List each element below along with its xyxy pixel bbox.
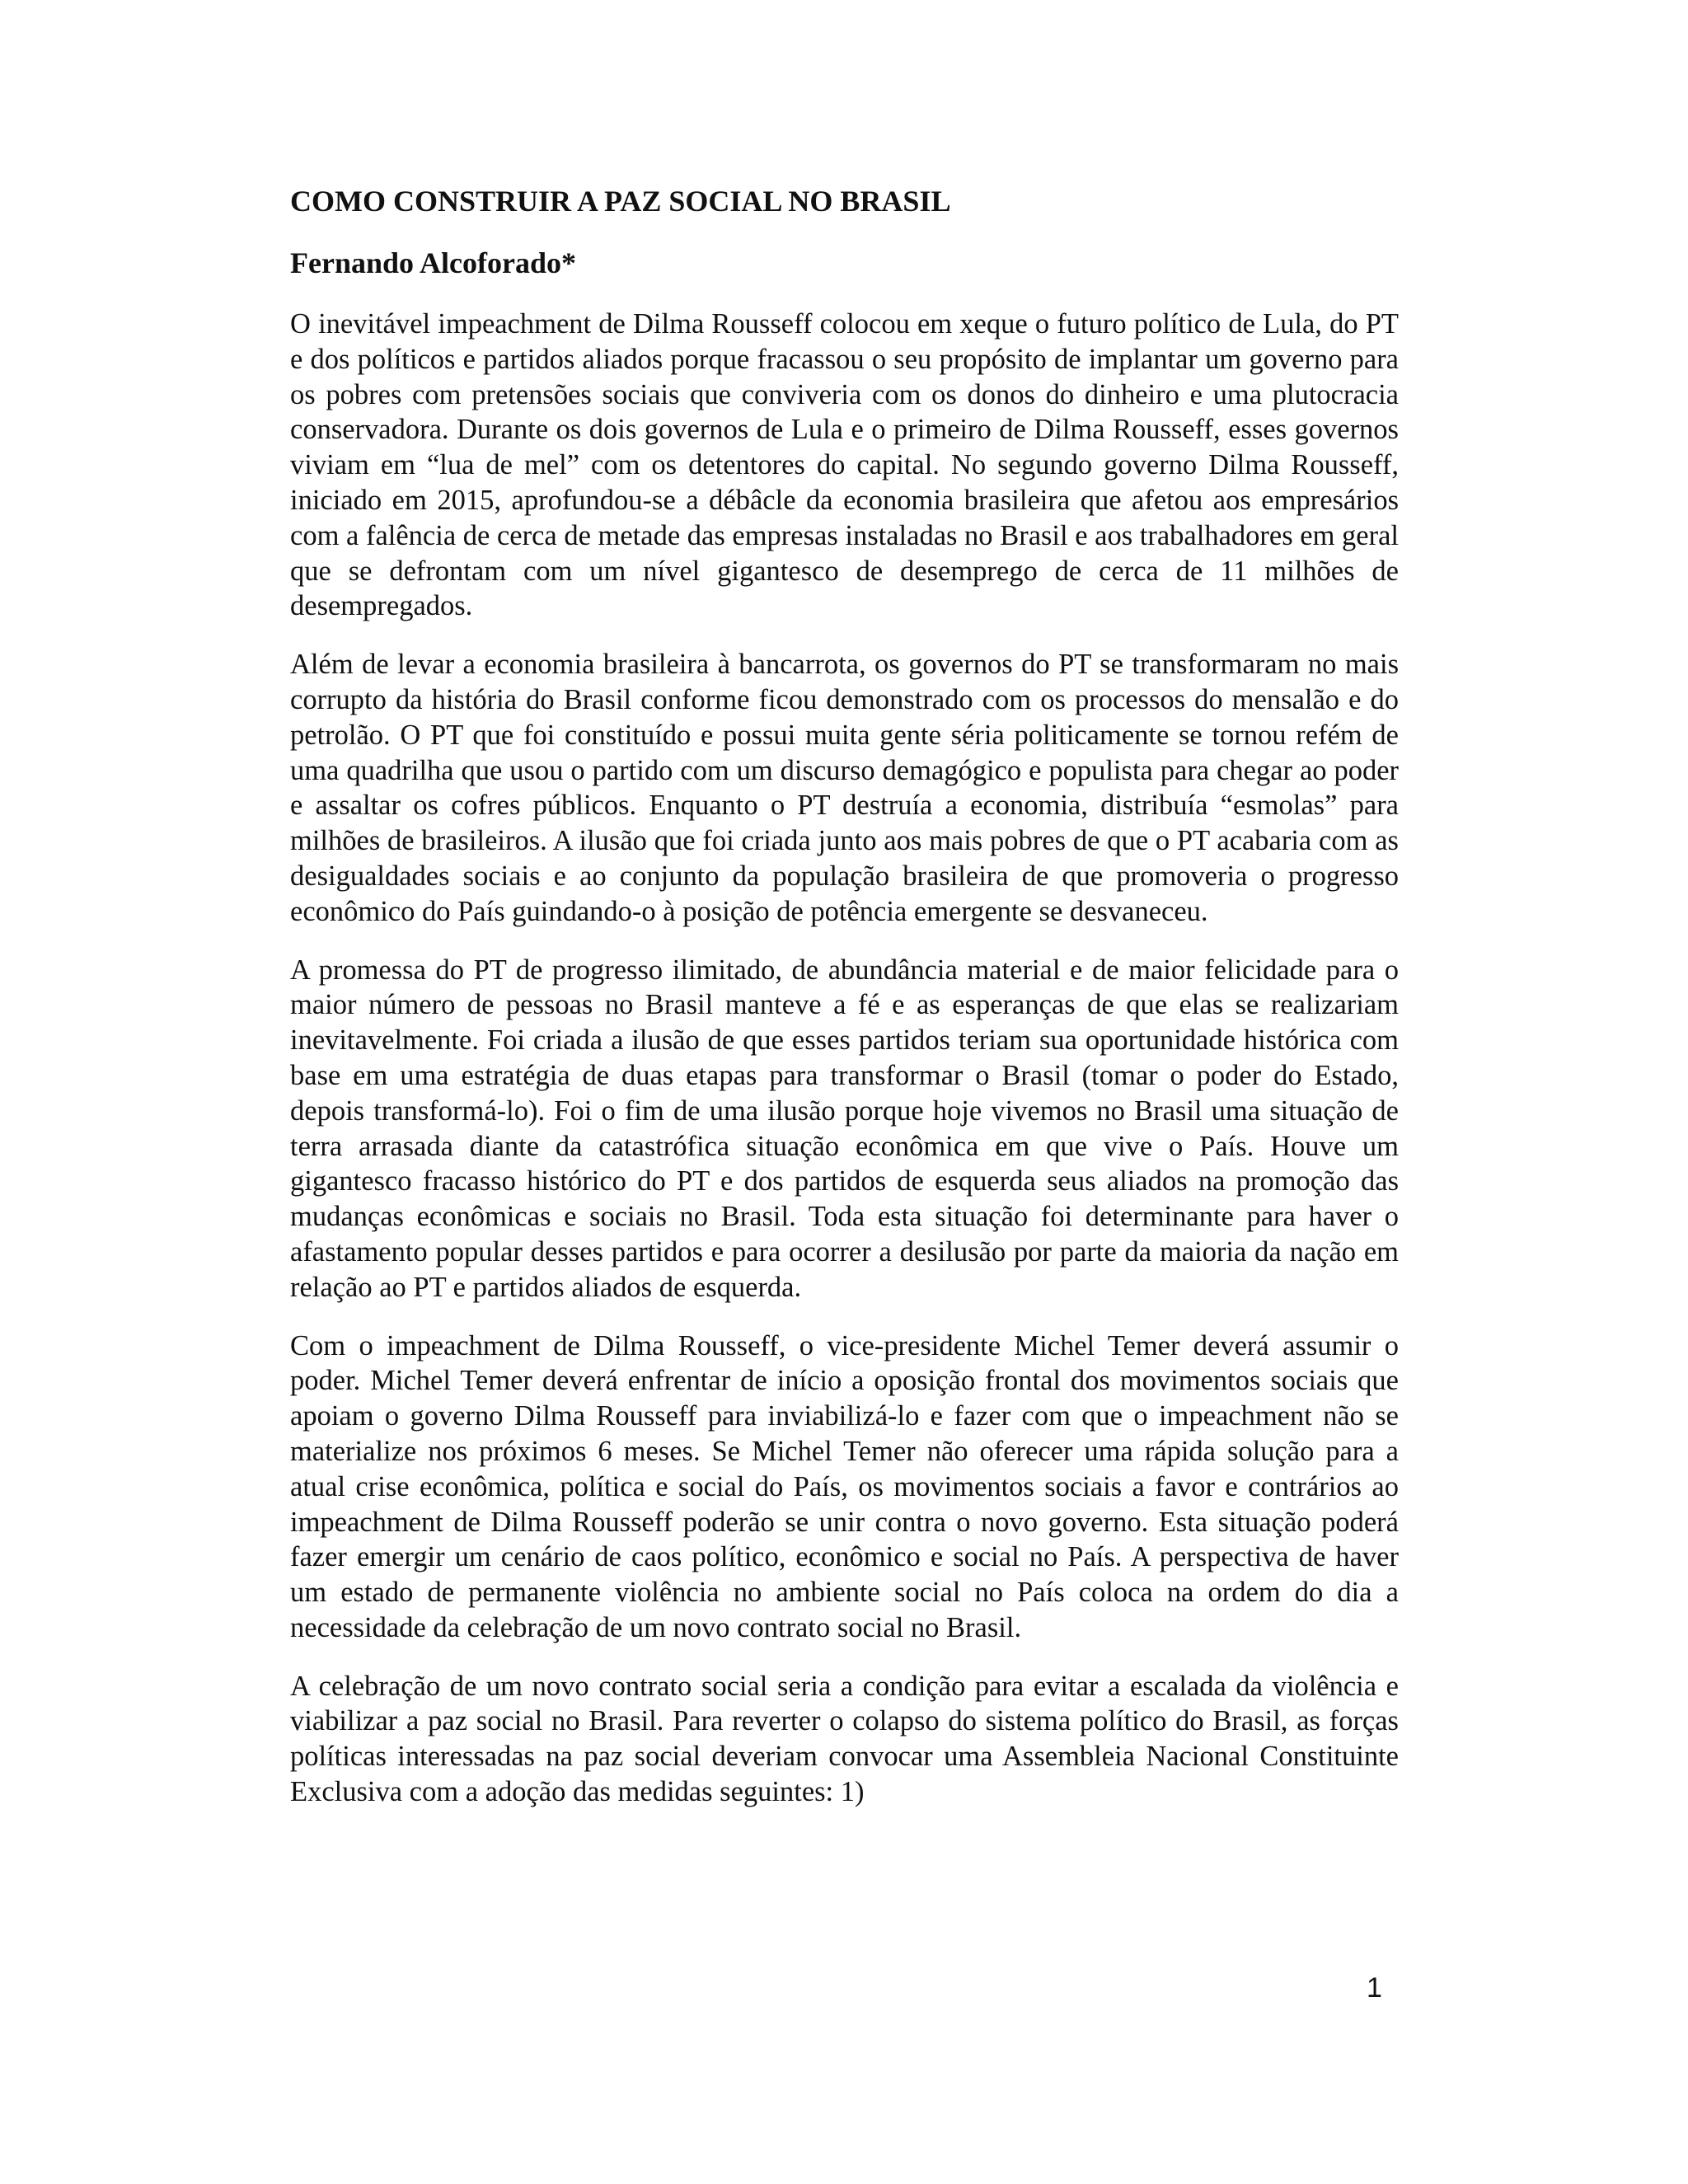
document-title: COMO CONSTRUIR A PAZ SOCIAL NO BRASIL bbox=[290, 185, 951, 218]
paragraph-5: A celebração de um novo contrato social seria a condição para evitar a escalada da violência e viabilizar a paz social no Brasil. Para reverter o colapso do sistema político do Brasil, as forças políticas interessadas na paz social deveriam convocar uma Assembleia Nacional Constituinte Exclusiva com a adoção das medidas seguintes: 1) bbox=[290, 1670, 1399, 1808]
page-number: 1 bbox=[1367, 1972, 1382, 2004]
paragraph-3: A promessa do PT de progresso ilimitado, de abundância material e de maior felicidade para o maior número de pessoas no Brasil manteve a fé e as esperanças de que elas se realizariam inevitavelmente. Foi criada a ilusão de que esses partidos teriam sua oportunidade histórica com base em uma estratégia de duas etapas para transformar o Brasil (tomar o poder do Estado, depois transformá-lo). Foi o fim de uma ilusão porque hoje vivemos no Brasil uma situação de terra arrasada diante da catastrófica situação econômica em que vive o País. Houve um gigantesco fracasso histórico do PT e dos partidos de esquerda seus aliados na promoção das mudanças econômicas e sociais no Brasil. Toda esta situação foi determinante para haver o afastamento popular desses partidos e para ocorrer a desilusão por parte da maioria da nação em relação ao PT e partidos aliados de esquerda. bbox=[290, 954, 1399, 1303]
author-name: Fernando Alcoforado* bbox=[290, 246, 576, 279]
paragraph-1: O inevitável impeachment de Dilma Rousseff colocou em xeque o futuro político de Lula, do PT e dos políticos e partidos aliados porque fracassou o seu propósito de implantar um governo para os pobres com pretensões sociais que conviveria com os donos do dinheiro e uma plutocracia conservadora. Durante os dois governos de Lula e o primeiro de Dilma Rousseff, esses governos viviam em “lua de mel” com os detentores do capital. No segundo governo Dilma Rousseff, iniciado em 2015, aprofundou-se a débâcle da economia brasileira que afetou aos empresários com a falência de cerca de metade das empresas instaladas no Brasil e aos trabalhadores em geral que se defrontam com um nível gigantesco de desemprego de cerca de 11 milhões de desempregados. bbox=[290, 308, 1399, 622]
paragraph-2: Além de levar a economia brasileira à bancarrota, os governos do PT se transformaram no mais corrupto da história do Brasil conforme ficou demonstrado com os processos do mensalão e do petrolão. O PT que foi constituído e possui muita gente séria politicamente se tornou refém de uma quadrilha que usou o partido com um discurso demagógico e populista para chegar ao poder e assaltar os cofres públicos. Enquanto o PT destruía a economia, distribuía “esmolas” para milhões de brasileiros. A ilusão que foi criada junto aos mais pobres de que o PT acabaria com as desigualdades sociais e ao conjunto da população brasileira de que promoveria o progresso econômico do País guindando-o à posição de potência emergente se desvaneceu. bbox=[290, 649, 1399, 927]
paragraph-4: Com o impeachment de Dilma Rousseff, o vice-presidente Michel Temer deverá assumir o poder. Michel Temer deverá enfrentar de início a oposição frontal dos movimentos sociais que apoiam o governo Dilma Rousseff para inviabilizá-lo e fazer com que o impeachment não se materialize nos próximos 6 meses. Se Michel Temer não oferecer uma rápida solução para a atual crise econômica, política e social do País, os movimentos sociais a favor e contrários ao impeachment de Dilma Rousseff poderão se unir contra o novo governo. Esta situação poderá fazer emergir um cenário de caos político, econômico e social no País. A perspectiva de haver um estado de permanente violência no ambiente social no País coloca na ordem do dia a necessidade da celebração de um novo contrato social no Brasil. bbox=[290, 1329, 1399, 1643]
document-page bbox=[290, 183, 1399, 1833]
